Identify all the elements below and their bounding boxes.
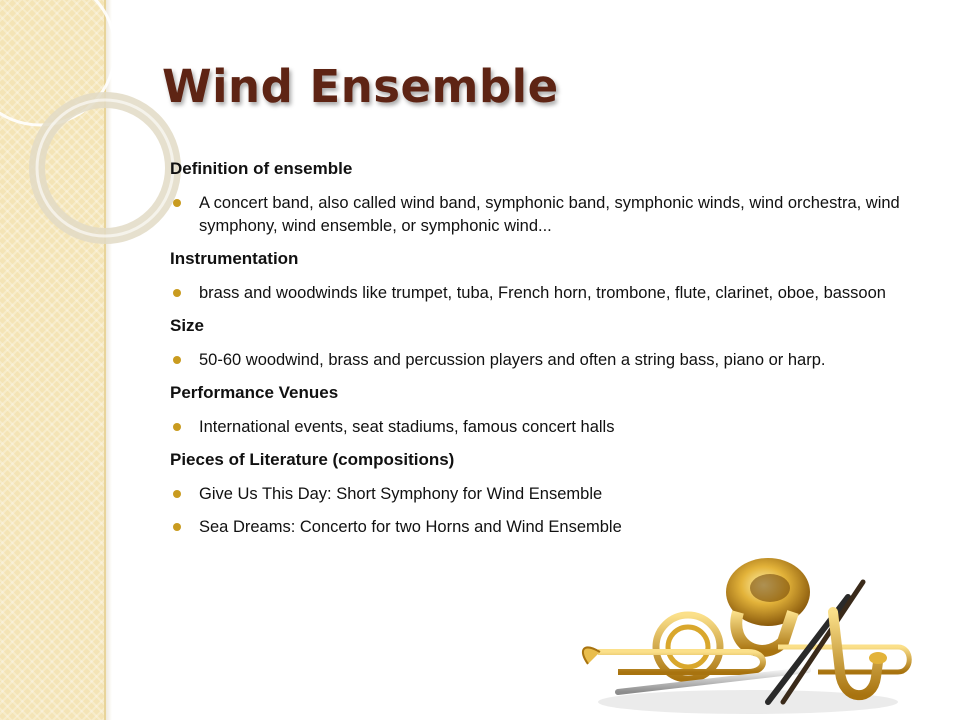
- section-heading-venues: Performance Venues: [170, 383, 339, 402]
- bullet-text: Sea Dreams: Concerto for two Horns and Wind Ensemble: [199, 518, 622, 536]
- bullet-dot-icon: [173, 523, 181, 531]
- slide-title: Wind Ensemble: [162, 60, 559, 113]
- section-heading-definition: Definition of ensemble: [170, 159, 353, 178]
- bullet-dot-icon: [173, 423, 181, 431]
- bullet-text: brass and woodwinds like trumpet, tuba, French horn, trombone, flute, clarinet, oboe, bassoon: [199, 284, 886, 302]
- bullet-text: A concert band, also called wind band, symphonic band, symphonic winds, wind orchestra, wind symphony, wind ensemble, or symphonic wind...: [199, 194, 900, 235]
- section-heading-instrumentation: Instrumentation: [170, 249, 299, 268]
- bullet-dot-icon: [173, 289, 181, 297]
- bullet-text: International events, seat stadiums, famous concert halls: [199, 418, 615, 436]
- brass-instruments-illustration: [578, 552, 923, 717]
- bullet-item: [170, 516, 930, 539]
- section-heading-size: Size: [170, 316, 205, 335]
- bullet-item: [170, 192, 930, 238]
- bullet-dot-icon: [173, 356, 181, 364]
- bullet-item: [170, 483, 930, 506]
- bullet-item: [170, 349, 930, 372]
- slide-content: [170, 158, 930, 549]
- bullet-dot-icon: [173, 490, 181, 498]
- section-heading-literature: Pieces of Literature (compositions): [170, 450, 455, 469]
- bullet-item: [170, 282, 930, 305]
- bullet-dot-icon: [173, 199, 181, 207]
- bullet-text: Give Us This Day: Short Symphony for Wind Ensemble: [199, 485, 603, 503]
- bullet-item: [170, 416, 930, 439]
- bullet-text: 50-60 woodwind, brass and percussion players and often a string bass, piano or harp.: [199, 351, 826, 369]
